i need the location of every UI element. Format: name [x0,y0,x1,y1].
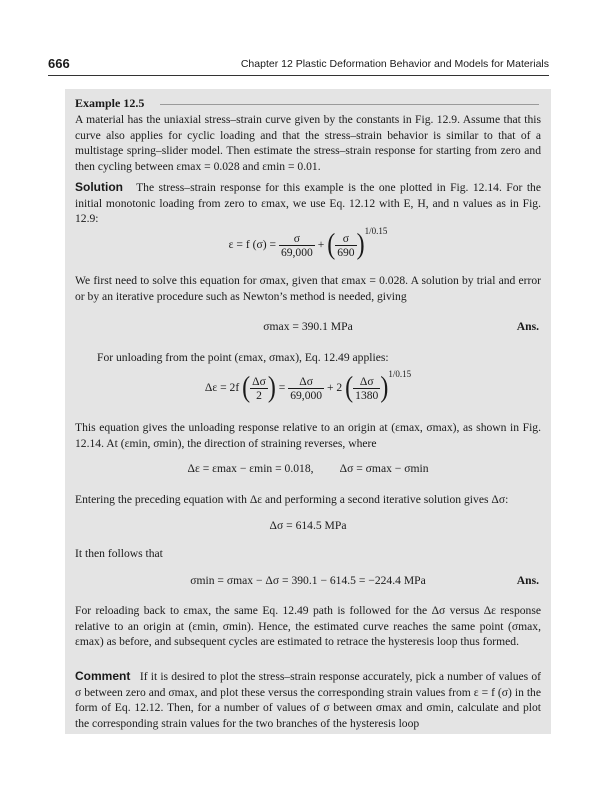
answer-label-1: Ans. [516,320,539,333]
page-number: 666 [48,56,70,71]
equation-1: ε = f (σ) = $\frac{\sigma}{69,000}$ + ( $\frac{\sigma}{690}$ )$^{1/0.15}$ [228,226,388,262]
eq3-num3: Δσ [359,375,374,388]
eq3-fraction-1 [250,375,268,402]
equation-5: Δσ = 614.5 MPa [269,519,347,532]
eq3-fraction-3 [353,375,380,402]
paragraph-5: Entering the preceding equation with Δε and performing a second iterative solution gives Δσ: [75,493,509,506]
header-rule [48,75,549,76]
eq4b: Δσ = σmax − σmin [339,462,429,475]
comment-label: Comment [75,669,131,683]
eq3-den3: 1380 [355,389,379,402]
eq1-fraction-2 [335,232,356,259]
paragraph-2: We first need to solve this equation for σmax, given that εmax = 0.028. A solution by trial and error or by an iterative procedure such as Newton’s method is needed, giving [75,274,541,303]
eq3-equals: = [278,381,286,395]
solution-intro: The stress–strain response for this example is the one plotted in Fig. 12.14. For the initial monotonic loading from zero to εmax, we use Eq. 12.12 with E, H, and n values as in Fig. 12.9: [75,181,541,225]
eq3-lhs: Δε = 2f [204,381,240,395]
equation-2: σmax = 390.1 MPa [263,320,353,333]
eq1-lhs: ε = f (σ) = [228,238,277,252]
eq3-den1: 2 [250,388,268,402]
answer-label-2: Ans. [516,574,539,587]
comment-paragraph [75,669,541,731]
running-head: Chapter 12 Plastic Deformation Behavior and Models for Materials [240,58,549,70]
solution-paragraph [75,180,541,227]
example-title: Example 12.5 [75,96,145,110]
eq3-fraction-2 [288,375,324,402]
eq1-num2: σ [342,232,349,245]
paragraph-6: It then follows that [75,547,163,560]
eq3-num2: Δσ [299,375,313,388]
eq3-den2: 69,000 [290,389,323,402]
eq1-exponent: 1/0.15 [364,226,388,236]
eq1-plus: + [317,238,325,252]
problem-statement: A material has the uniaxial stress–strain curve given by the constants in Fig. 12.9. Assume that this curve also applies for cyclic loading and that the stress–strain behavior is similar to that of a multistage spring–slider model. Then estimate the stress–strain response for starting from zero and then cycling between εmax = 0.028 and εmin = 0.01. [75,113,541,173]
eq1-num1: σ [293,232,300,245]
eq3-exponent: 1/0.15 [388,369,412,379]
comment-text: If it is desired to plot the stress–strain response accurately, pick a number of values of σ between zero and σmax, and plot these versus the corresponding strain values from ε = f (σ) in the form of Eq. 12.12. Then, for a number of values of σ between σmax and σmin, calculate and plot the corresponding strain values for the two branches of the hysteresis loop [75,670,541,730]
paragraph-3: For unloading from the point (εmax, σmax), Eq. 12.49 applies: [97,351,389,364]
eq1-fraction-1 [279,232,315,259]
paragraph-4: This equation gives the unloading response relative to an origin at (εmax, σmax), as shown in Fig. 12.14. At (εmin, σmin), the direction of straining reverses, where [75,421,541,450]
eq3-plus: + 2 [327,381,343,395]
eq1-den1: 69,000 [280,246,313,259]
example-title-rule [160,104,539,105]
eq3-num1: Δσ [252,375,266,388]
equation-3: Δε = 2f ( $\frac{\Delta\sigma}{2}$ ) = $\frac{\Delta\sigma}{69,000}$ + 2 ( $\frac{\Delta\sigma}{1380}$ )$^{1/0.15}$ [204,369,412,405]
eq1-den2: 690 [337,246,355,259]
eq4a: Δε = εmax − εmin = 0.018, [187,462,314,475]
paragraph-7: For reloading back to εmax, the same Eq. 12.49 path is followed for the Δσ versus Δε response relative to an origin at (εmin, σmin). Hence, the estimated curve reaches the same point (σmax, εmax) as before, and subsequent cycles are estimated to retrace the hysteresis loop thus formed. [75,604,541,648]
solution-label: Solution [75,180,123,194]
equation-6: σmin = σmax − Δσ = 390.1 − 614.5 = −224.4 MPa [190,574,426,587]
equation-4 [75,462,541,475]
